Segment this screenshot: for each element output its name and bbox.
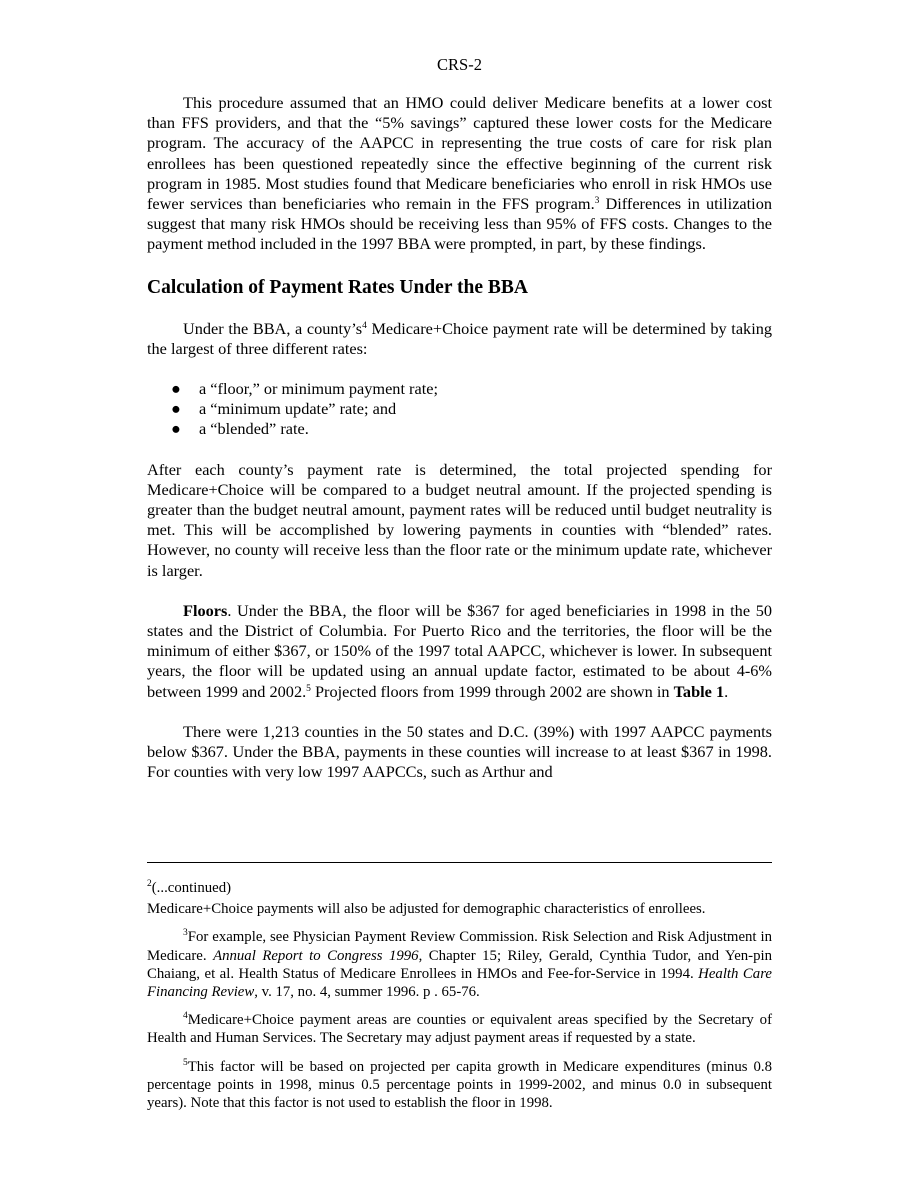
footnote-ref-3[interactable]: 3: [594, 196, 600, 207]
footnote-ref-4[interactable]: 4: [362, 320, 367, 331]
list-item: [147, 399, 772, 419]
paragraph-text-cont: Projected floors from 1999 through 2002 are shown in: [310, 681, 674, 701]
footnote-text: For example, see Physician Payment Review Commission. Risk Selection and Risk Adjustment in Medicare.: [147, 929, 772, 964]
bullet-icon: ●: [171, 399, 181, 419]
paragraph-text-cont: Differences in utilization suggest that many risk HMOs should be receiving less than 95% of FFS costs. Changes to the payment method included in the 1997 BBA were prompted, in part, by these findings.: [147, 194, 772, 254]
paragraph-text-cont: Medicare+Choice payment rate will be determined by taking the largest of three different rates:: [147, 318, 772, 358]
footnote-continued: (...continued): [151, 880, 232, 896]
paragraph-floors: [147, 601, 772, 702]
list-item-text: a “minimum update” rate; and: [199, 399, 397, 419]
footnote-text: This factor will be based on projected per capita growth in Medicare expenditures (minus 0.8 percentage points in 1998, minus 0.5 percentage points in 1999-2002, and minus 0.0 in subsequent years). Note that this factor is not used to establish the floor in 1998.: [147, 1058, 772, 1112]
list-item-text: a “floor,” or minimum payment rate;: [199, 379, 438, 399]
paragraph-counties: There were 1,213 counties in the 50 states and D.C. (39%) with 1997 AAPCC payments below $367. Under the BBA, payments in these counties will increase to at least $367 in 1998. For counties with very low 1997 AAPCCs, such as Arthur and: [147, 721, 772, 782]
footnote-text: Medicare+Choice payment areas are counties or equivalent areas specified by the Secretary of Health and Human Services. The Secretary may adjust payment areas if requested by a state.: [147, 1012, 772, 1047]
paragraph-text: This procedure assumed that an HMO could deliver Medicare benefits at a lower cost than FFS providers, and that the “5% savings” captured these lower costs for the Medicare program. The accuracy of the AAPCC in representing the true costs of care for risk plan enrollees has been questioned repeatedly since the effective beginning of the current risk program in 1985. Most studies found that Medicare beneficiaries who enroll in risk HMOs use fewer services than beneficiaries who remain in the FFS program.: [147, 93, 772, 214]
footnote-4: [147, 1011, 772, 1047]
footnote-title: Annual Report to Congress 1996: [213, 947, 419, 964]
list-item: [147, 379, 772, 399]
table-ref-link[interactable]: Table 1: [673, 681, 725, 701]
footnote-2-text: Medicare+Choice payments will also be adjusted for demographic characteristics of enrollees.: [147, 901, 706, 918]
footnote-5: [147, 1058, 772, 1113]
bullet-icon: ●: [171, 379, 181, 399]
footnote-separator: [147, 862, 772, 863]
paragraph-end: .: [724, 681, 729, 701]
running-head: CRS-2: [437, 55, 482, 74]
footnote-3: [147, 928, 772, 1001]
footnote-journal: Health Care Financing Review: [147, 965, 772, 1001]
footnote-mark: 2: [147, 879, 152, 889]
body-text: [147, 93, 772, 782]
footnote-text: , Chapter 15; Riley, Gerald, Cynthia Tudor, and Yen-pin Chaiang, et al. Health Status of Medicare Enrollees in HMOs and Fee-for-Service in 1994.: [147, 947, 773, 982]
list-item: [147, 419, 772, 439]
paragraph-payment-rate: [147, 319, 772, 359]
list-item-text: a “blended” rate.: [199, 419, 309, 439]
footnotes: [147, 879, 772, 1112]
paragraph-hmo-costs: [147, 93, 772, 255]
footnote-mark: 4: [183, 1011, 188, 1022]
rate-bullet-list: [147, 379, 772, 440]
paragraph-budget-neutrality: After each county’s payment rate is determined, the total projected spending for Medicare+Choice will be compared to a budget neutral amount. If the projected spending is greater than the budget neutral amount, payment rates will be reduced until budget neutrality is met. This will be accomplished by lowering payments in counties with “blended” rates. However, no county will receive less than the floor rate or the minimum update rate, whichever is larger.: [147, 459, 772, 580]
footnote-text: , v. 17, no. 4, summer 1996. p . 65-76.: [254, 984, 480, 1001]
footnote-mark: 3: [183, 928, 188, 939]
footnote-ref-5[interactable]: 5: [306, 683, 311, 694]
footnote-mark: 5: [183, 1057, 188, 1068]
paragraph-text: Under the BBA, a county’s: [183, 318, 363, 338]
floors-lead: Floors: [183, 600, 228, 620]
section-heading: Calculation of Payment Rates Under the BBA: [147, 276, 528, 298]
footnote-2: [147, 879, 772, 897]
bullet-icon: ●: [171, 419, 181, 439]
paragraph-text: . Under the BBA, the floor will be $367 for aged beneficiaries in 1998 in the 50 states and the District of Columbia. For Puerto Rico and the territories, the floor will be the minimum of either $367, or 150% of the 1997 total AAPCC, whichever is lower. In subsequent years, the floor will be updated using an annual update factor, estimated to be about 4-6% between 1999 and 2002.: [147, 600, 772, 701]
